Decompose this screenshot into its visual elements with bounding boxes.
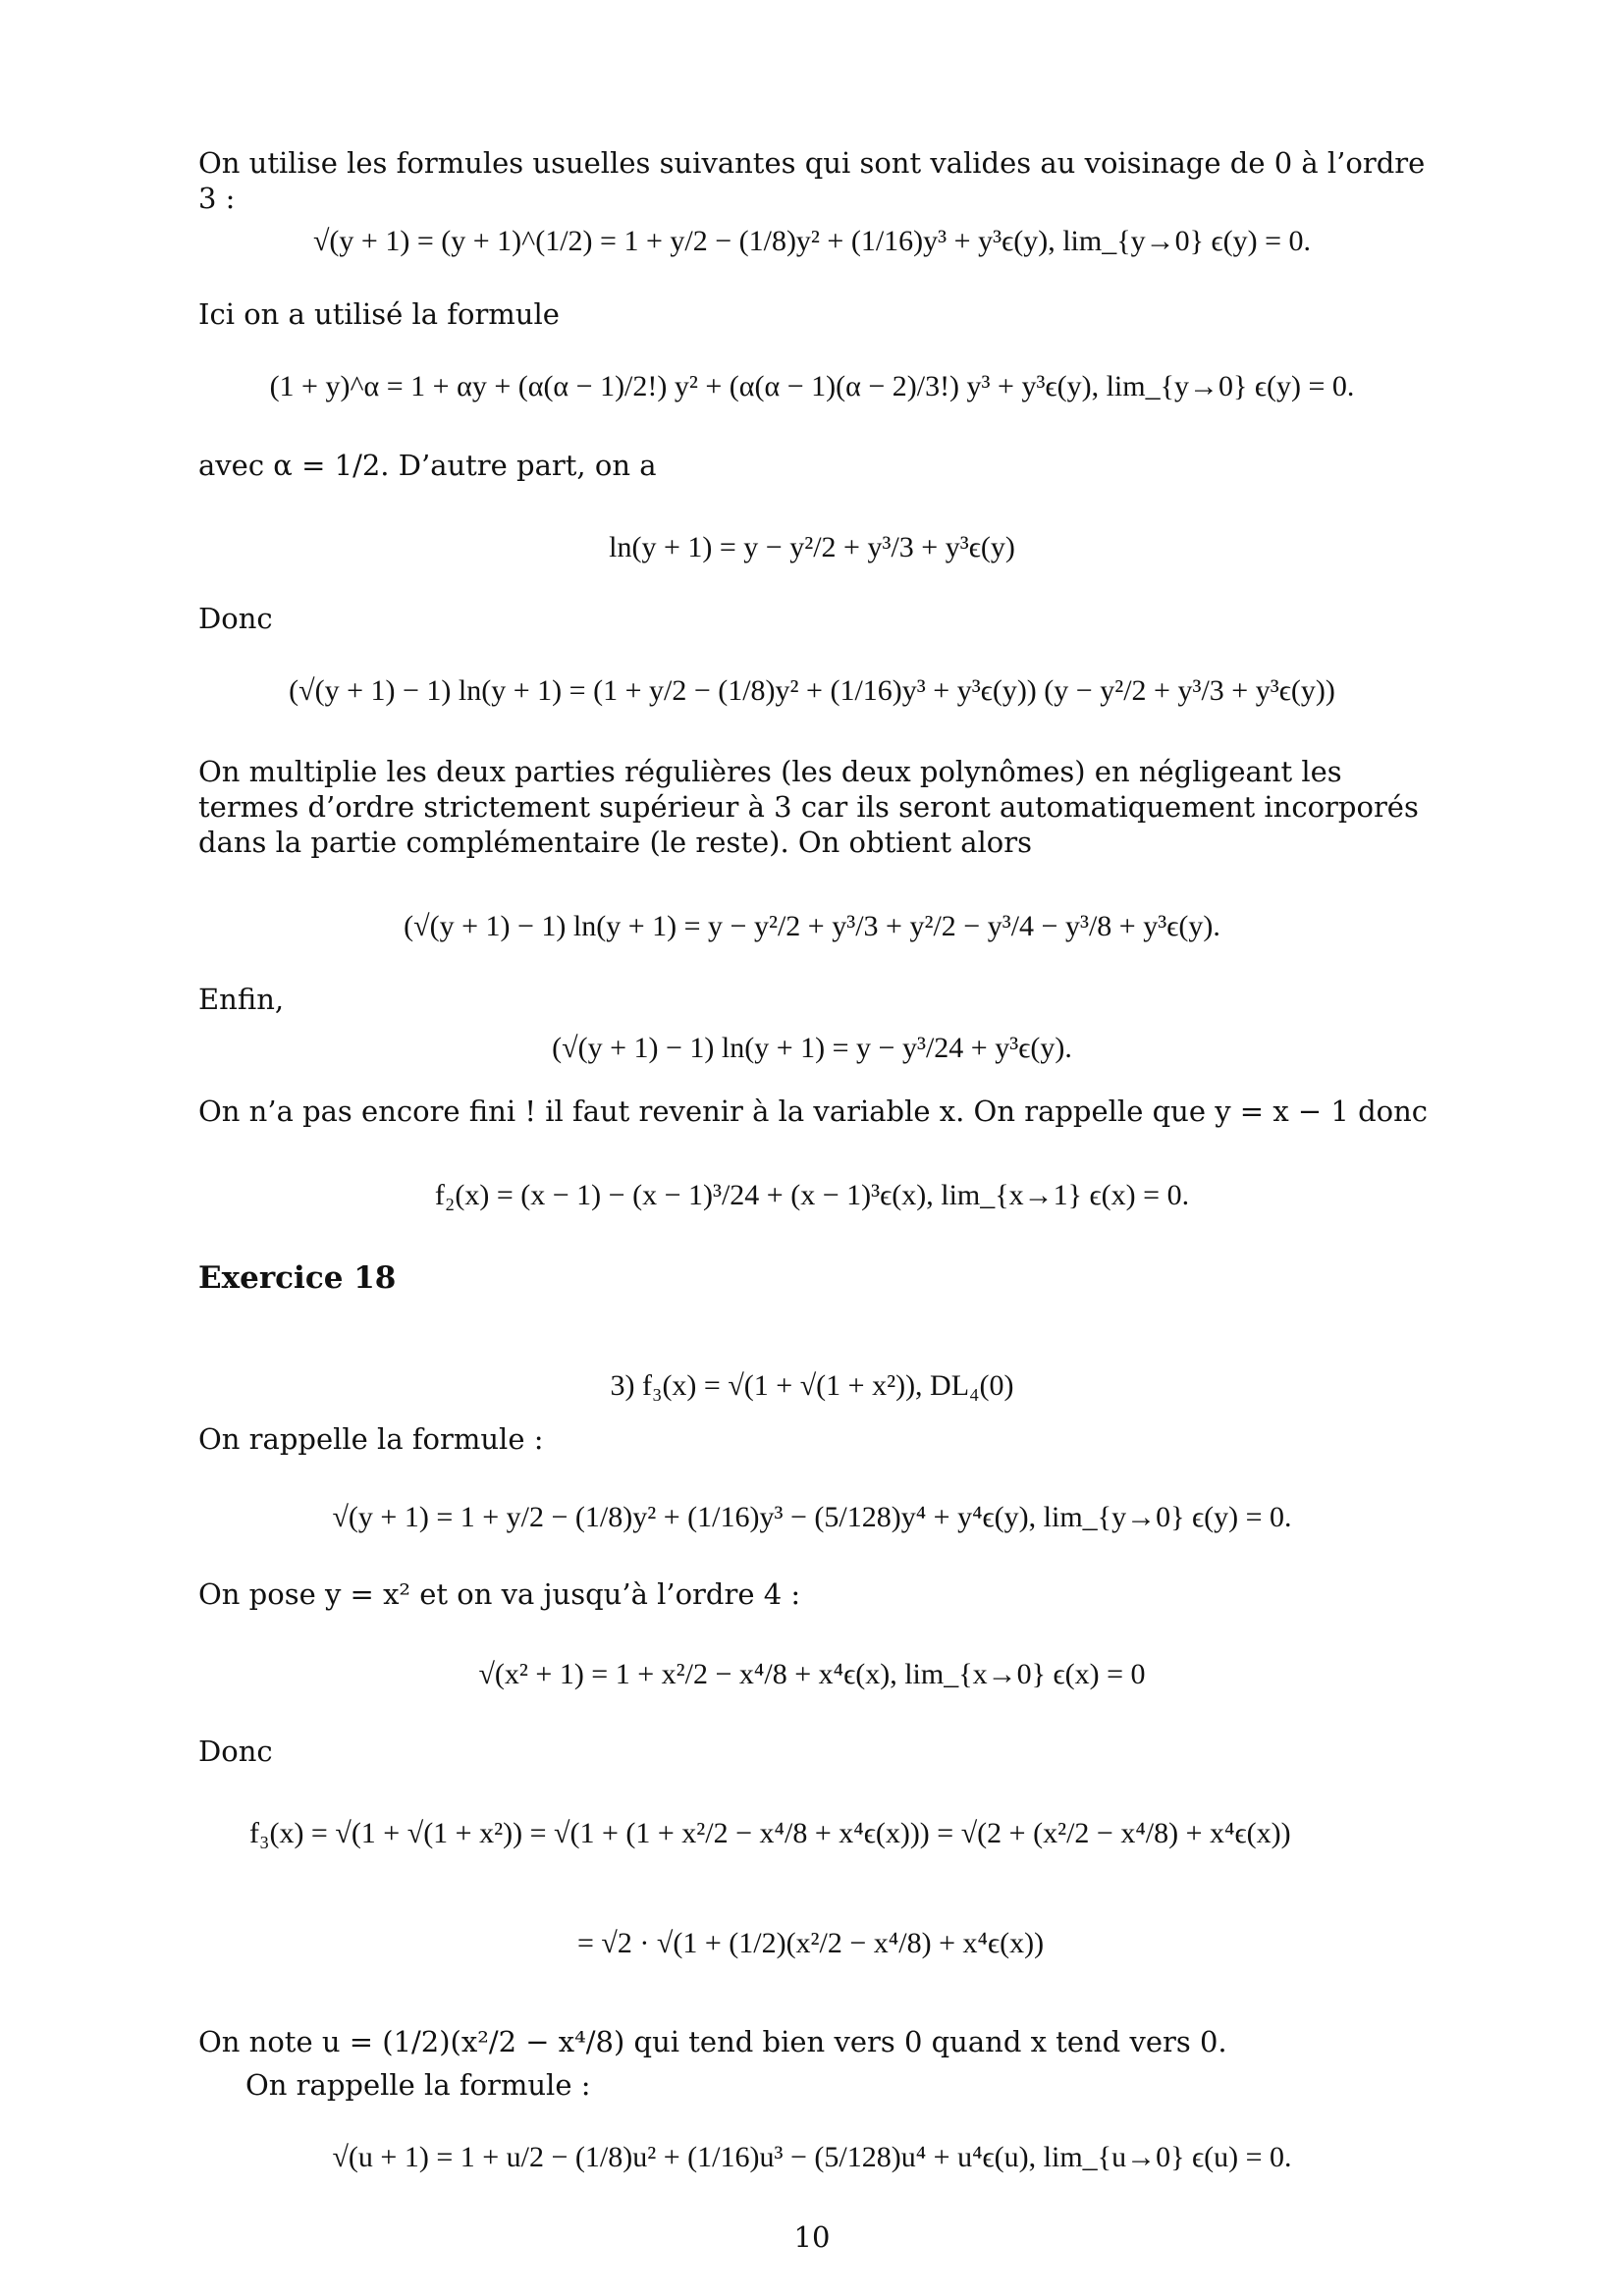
equation-sqrt-expansion: √(y + 1) = (y + 1)^(1/2) = 1 + y/2 − (1/8)y² + (1/16)y³ + y³ϵ(y), lim_{y→0} ϵ(y) = 0.: [312, 225, 1312, 257]
paragraph-rappel-1: On rappelle la formule :: [198, 1422, 544, 1456]
paragraph-alpha: avec α = 1/2. D’autre part, on a: [198, 449, 657, 482]
equation-product-final: (√(y + 1) − 1) ln(y + 1) = y − y³/24 + y³ϵ(y).: [552, 1032, 1072, 1064]
equation-sqrt-x2: √(x² + 1) = 1 + x²/2 − x⁴/8 + x⁴ϵ(x), lim_{x→0} ϵ(x) = 0: [478, 1658, 1146, 1690]
equation-f3-factor: = √2 · √(1 + (1/2)(x²/2 − x⁴/8) + x⁴ϵ(x)): [577, 1927, 1045, 1959]
equation-product-expanded: (√(y + 1) − 1) ln(y + 1) = y − y²/2 + y³/3 + y²/2 − y³/4 − y³/8 + y³ϵ(y).: [404, 910, 1220, 942]
page-number: 10: [793, 2220, 831, 2254]
equation-ln-expansion: ln(y + 1) = y − y²/2 + y³/3 + y³ϵ(y): [609, 531, 1015, 563]
section-heading: Exercice 18: [198, 1260, 397, 1296]
paragraph-intro: On utilise les formules usuelles suivantes qui sont valides au voisinage de 0 à l’ordre 3 :: [198, 146, 1426, 215]
paragraph-variable-x: On n’a pas encore fini ! il faut revenir à la variable x. On rappelle que y = x − 1 donc: [198, 1095, 1429, 1128]
paragraph-enfin: Enfin,: [198, 983, 285, 1016]
equation-sqrt-u: √(u + 1) = 1 + u/2 − (1/8)u² + (1/16)u³ − (5/128)u⁴ + u⁴ϵ(u), lim_{u→0} ϵ(u) = 0.: [332, 2141, 1292, 2173]
equation-sqrt-order4: √(y + 1) = 1 + y/2 − (1/8)y² + (1/16)y³ − (5/128)y⁴ + y⁴ϵ(y), lim_{y→0} ϵ(y) = 0.: [332, 1501, 1292, 1533]
equation-f2: f₂(x) = (x − 1) − (x − 1)³/24 + (x − 1)³ϵ(x), lim_{x→1} ϵ(x) = 0.: [434, 1179, 1190, 1211]
equation-f3-rewrite: f₃(x) = √(1 + √(1 + x²)) = √(1 + (1 + x²/2 − x⁴/8 + x⁴ϵ(x))) = √(2 + (x²/2 − x⁴/8) + x⁴ϵ(x)): [249, 1817, 1291, 1849]
paragraph-formula-intro: Ici on a utilisé la formule: [198, 297, 560, 331]
paragraph-note-u: On note u = (1/2)(x²/2 − x⁴/8) qui tend bien vers 0 quand x tend vers 0.: [198, 2025, 1227, 2058]
paragraph-multiply: On multiplie les deux parties régulières (les deux polynômes) en négligeant les termes d’ordre strictement supérieur à 3 car ils seront automatiquement incorporés dans la partie complémentaire (le reste). On obtient alors: [198, 755, 1419, 859]
paragraph-rappel-2: On rappelle la formule :: [245, 2068, 591, 2102]
paragraph-donc-1: Donc: [198, 602, 273, 635]
equation-product: (√(y + 1) − 1) ln(y + 1) = (1 + y/2 − (1/8)y² + (1/16)y³ + y³ϵ(y)) (y − y²/2 + y³/3 + y³ϵ(y)): [289, 674, 1335, 707]
equation-f3-definition: 3) f₃(x) = √(1 + √(1 + x²)), DL₄(0): [610, 1369, 1014, 1402]
equation-binomial-series: (1 + y)^α = 1 + αy + (α(α − 1)/2!) y² + (α(α − 1)(α − 2)/3!) y³ + y³ϵ(y), lim_{y→0} ϵ(y) = 0.: [269, 370, 1355, 402]
paragraph-donc-2: Donc: [198, 1735, 273, 1768]
paragraph-pose-y: On pose y = x² et on va jusqu’à l’ordre 4 :: [198, 1577, 801, 1611]
